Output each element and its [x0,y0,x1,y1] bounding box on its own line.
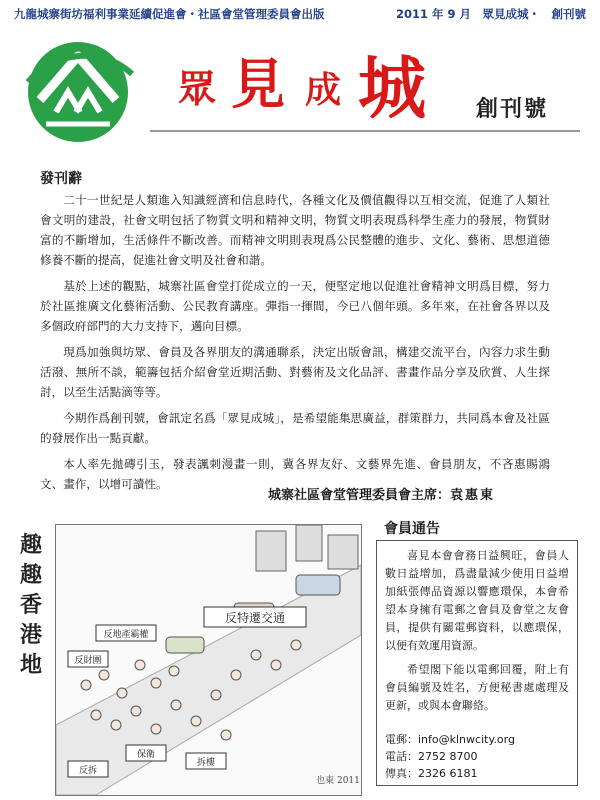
member-notice-box [376,540,578,786]
notice-paragraph: 喜見本會會務日益興旺，會員人數日益增加，爲盡量減少使用日益增加紙張傳品資源以響應環保，本會希望本身擁有電郵之會員及會堂之友會員，提供有關電郵資料，以應環保，以便有效運用資源。 [385,549,569,652]
protest-sign-text: 反拆 [78,766,98,776]
article-paragraph: 基於上述的觀點，城寨社區會堂打從成立的一天，便堅定地以促進社會精神文明爲目標，努力於社區推廣文化藝術活動、公民教育講座。彈指一揮間，今已八個年頭。多年來，在社會各界以及多個政府部門的大力支持下，邁向目標。 [40,279,550,333]
protest-sign-text: 反財團 [74,656,102,666]
article-paragraph: 今期作爲創刊號，會訊定名爲「眾見成城」，是希望能集思廣益，群策群力，共同爲本會及社區的發展作出一點貢獻。 [40,411,550,445]
email-link[interactable]: info@klnwcity.org [418,733,515,746]
masthead-char-city: 城 [358,50,427,129]
contact-email-row [385,731,515,748]
masthead-char-zhong: 眾 [178,67,218,111]
issue-date-line: 2011 年 9 月 眾見成城・ 創刊號 [395,7,586,21]
cartoon-vertical-title [14,530,48,680]
vertical-title-char: 趣 [19,532,42,558]
article-paragraph: 現爲加強與坊眾、會員及各界朋友的溝通聯系，決定出版會訊，構建交流平台，內容力求生動活潑、無所不談，範籌包括介紹會堂近期活動、對藝術及文化品評、書畫作品分享及欣賞、人生探討，以至生活點滴等等。 [40,345,550,399]
article-body [40,190,550,500]
fax-number: 2326 6181 [418,767,478,780]
masthead-char-cheng: 成 [305,70,342,111]
publisher-header [14,6,586,22]
contact-info [385,731,515,782]
signature-name: 袁惠東 [450,488,496,503]
article-signature [268,484,495,503]
phone-label: 電話： [385,750,418,763]
article-title: 發刊辭 [40,171,82,187]
artist-signature: 也東 2011 [316,776,360,786]
cartoon-drawing [56,525,361,795]
protest-sign-text: 反地產霸權 [103,630,149,640]
phone-number: 2752 8700 [418,750,478,763]
masthead-rule [150,130,580,132]
notice-paragraph: 希望閣下能以電郵回覆，附上有會員編號及姓名，方便秘書處處理及更新，或與本會聯絡。 [385,663,569,712]
article-paragraph: 本人率先拋磚引玉，發表諷刺漫畫一則，冀各界友好、文藝界先進、會員朋友，不吝惠賜鴻文、畫作，以增可讀性。 [40,457,550,491]
satirical-cartoon [55,524,362,796]
vertical-title-char: 地 [19,652,42,678]
vertical-title-char: 趣 [19,562,42,588]
vertical-title-char: 港 [19,622,42,648]
protest-sign-text: 保衛 [136,750,156,760]
contact-phone-row [385,748,515,765]
publisher-name: 九龍城寨街坊福利事業延續促進會・社區會堂管理委員會出版 [14,7,325,21]
contact-fax-row [385,765,515,782]
protest-sign-text: 拆樓 [196,758,216,768]
association-logo-icon [20,34,136,144]
vertical-title-char: 香 [19,592,42,618]
signature-title: 城寨社區會堂管理委員會主席： [268,488,451,503]
email-label: 電郵： [385,733,418,746]
banner-text: 反特遷交通 [224,611,286,625]
issue-label: 創刊號 [476,97,549,122]
fax-label: 傳真： [385,767,418,780]
masthead-char-jian: 見 [231,53,285,116]
notice-title: 會員通告 [384,521,440,537]
article-paragraph: 二十一世紀是人類進入知識經濟和信息時代，各種文化及價值觀得以互相交流，促進了人類社會文明的建設，社會文明包括了物質文明和精神文明，物質文明表現爲科學生產力的發展，物質財富的不斷增加，生活條件不斷改善。而精神文明則表現爲公民整體的進步、文化、藝術、思想道德修養不斷的提高，促進社會文明及社會和諧。 [40,193,550,267]
